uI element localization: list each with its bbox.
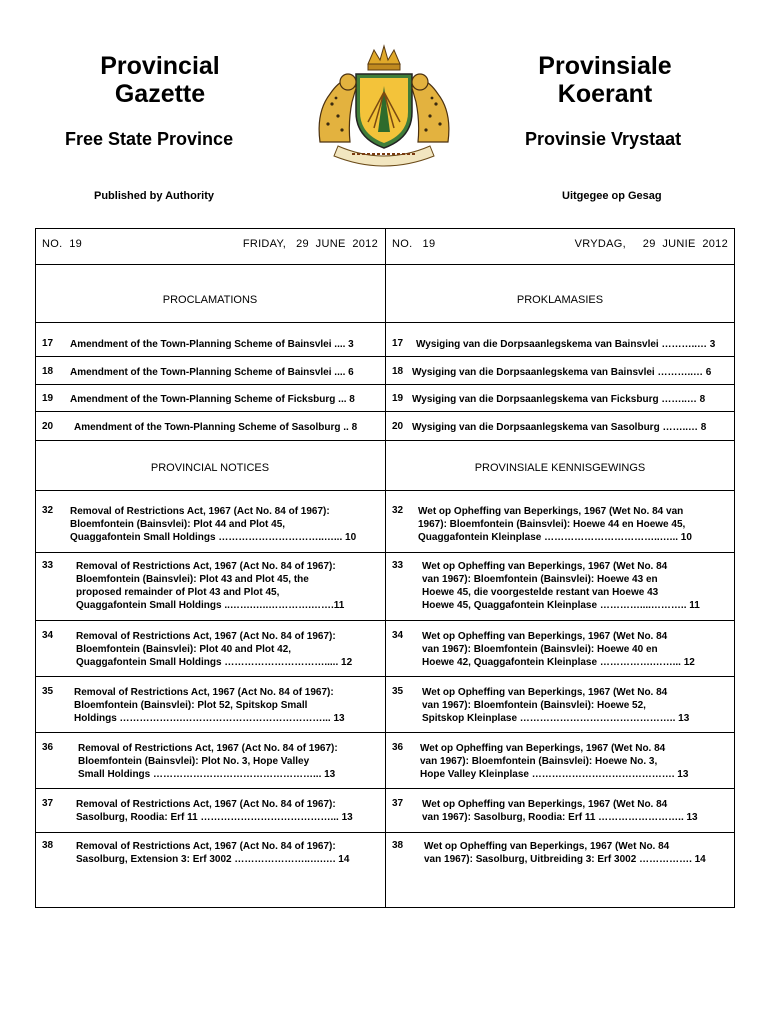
section-divider	[35, 440, 735, 441]
list-item: Removal of Restrictions Act, 1967 (Act No. 84 of 1967): Bloemfontein (Bainsvlei): Plot 43 and Plot 45, the proposed remainder of Plot 43 and Plot 45, Quaggafontein Small Holdings ..…….…..………….…….11	[76, 561, 345, 611]
section-heading-proklamasies: PROKLAMASIES	[516, 294, 604, 306]
list-item-number: 19	[392, 393, 404, 404]
list-item-number: 32	[42, 505, 54, 516]
list-item-number: 20	[392, 421, 404, 432]
row-divider	[35, 676, 735, 677]
list-item-number: 38	[392, 840, 404, 851]
list-item-number: 35	[42, 686, 54, 697]
list-item-number: 20	[42, 421, 54, 432]
list-item-number: 32	[392, 505, 404, 516]
section-heading-proclamations: PROCLAMATIONS	[162, 294, 258, 306]
list-item-number: 18	[392, 366, 404, 377]
list-item-number: 33	[392, 560, 404, 571]
list-item: Removal of Restrictions Act, 1967 (Act No. 84 of 1967): Bloemfontein (Bainsvlei): Plot 40 and Plot 42, Quaggafontein Small Holdings …………………………..... 12	[76, 631, 353, 668]
issue-divider	[35, 264, 735, 265]
list-item-number: 35	[392, 686, 404, 697]
list-item: Wet op Opheffing van Beperkings, 1967 (Wet No. 84 van 1967): Bloemfontein (Bainsvlei): Hoewe No. 3, Hope Valley Kleinplase ……………………………………. 13	[420, 743, 689, 780]
section-divider	[35, 322, 735, 323]
list-item: Wet op Opheffing van Beperkings, 1967 (Wet No. 84 van 1967): Bloemfontein (Bainsvlei): Hoewe 40 en Hoewe 42, Quaggafontein Kleinplase …………….……... 12	[422, 631, 695, 668]
list-item: Amendment of the Town-Planning Scheme of Sasolburg .. 8	[74, 422, 358, 433]
province-afrikaans: Provinsie Vrystaat	[525, 129, 682, 149]
row-divider	[35, 832, 735, 833]
issue-number-afrikaans	[392, 238, 435, 250]
list-item-number: 17	[42, 338, 54, 349]
list-item-number: 17	[392, 338, 404, 349]
row-divider	[35, 384, 735, 385]
issue-no-value: 19	[69, 238, 83, 250]
province-english: Free State Province	[65, 129, 234, 149]
row-divider	[35, 552, 735, 553]
issue-date-english: FRIDAY, 29 JUNE 2012	[242, 238, 378, 250]
list-item: Removal of Restrictions Act, 1967 (Act No. 84 of 1967): Bloemfontein (Bainsvlei): Plot 44 and Plot 45, Quaggafontein Small Holdings …………………………..…... 10	[70, 506, 357, 543]
uitgegee-op-gesag: Uitgegee op Gesag	[562, 190, 662, 202]
column-divider	[385, 228, 386, 908]
list-item: Wet op Opheffing van Beperkings, 1967 (Wet No. 84 van 1967): Sasolburg, Uitbreiding 3: Erf 3002 ……………. 14	[424, 841, 706, 865]
title-afrikaans: Provinsiale Koerant	[538, 52, 672, 108]
list-item-number: 37	[392, 798, 404, 809]
list-item: Wysiging van die Dorpsaanlegskema van Bainsvlei ………..… 6	[412, 367, 712, 378]
list-item: Amendment of the Town-Planning Scheme of Ficksburg ... 8	[70, 394, 355, 405]
list-item: Removal of Restrictions Act, 1967 (Act No. 84 of 1967): Sasolburg, Roodia: Erf 11 …………………………………... 13	[76, 799, 353, 823]
list-item: Wet op Opheffing van Beperkings, 1967 (Wet No. 84 van 1967): Sasolburg, Roodia: Erf 11 …………………….. 13	[422, 799, 698, 823]
issue-no-value: 19	[422, 238, 436, 250]
list-item-number: 18	[42, 366, 54, 377]
row-divider	[35, 411, 735, 412]
issue-no-label: NO.	[392, 238, 413, 250]
row-divider	[35, 732, 735, 733]
row-divider	[35, 620, 735, 621]
list-item: Removal of Restrictions Act, 1967 (Act No. 84 of 1967): Bloemfontein (Bainsvlei): Plot 52, Spitskop Small Holdings ……………….……………………………………... 13	[74, 687, 345, 724]
list-item: Removal of Restrictions Act, 1967 (Act No. 84 of 1967): Sasolburg, Extension 3: Erf 3002 …………………..….…. 14	[76, 841, 350, 865]
list-item-number: 37	[42, 798, 54, 809]
issue-no-label: NO.	[42, 238, 63, 250]
section-divider	[35, 490, 735, 491]
issue-date-afrikaans: VRYDAG, 29 JUNIE 2012	[574, 238, 728, 250]
list-item-number: 34	[392, 630, 404, 641]
list-item: Wet op Opheffing van Beperkings, 1967 (Wet No. 84 van 1967): Bloemfontein (Bainsvlei): Hoewe 43 en Hoewe 45, die voorgestelde restant van Hoewe 43 Hoewe 45, Quaggafontein Kleinplase …………....……….. 11	[422, 561, 700, 611]
row-divider	[35, 356, 735, 357]
list-item-number: 36	[42, 742, 54, 753]
list-item: Wysiging van die Dorpsaanlegskema van Bainsvlei ………..… 3	[416, 339, 716, 350]
list-item: Removal of Restrictions Act, 1967 (Act No. 84 of 1967): Bloemfontein (Bainsvlei): Plot No. 3, Hope Valley Small Holdings …………………………………………... 13	[78, 743, 338, 780]
list-item-number: 33	[42, 560, 54, 571]
list-item-number: 19	[42, 393, 54, 404]
section-heading-kennisgewings: PROVINSIALE KENNISGEWINGS	[474, 462, 646, 474]
list-item: Wet op Opheffing van Beperkings, 1967 (Wet No. 84 van 1967): Bloemfontein (Bainsvlei): Hoewe 44 en Hoewe 45, Quaggafontein Kleinplase ……………………………..…... 10	[418, 506, 692, 543]
list-item-number: 34	[42, 630, 54, 641]
list-item: Wysiging van die Dorpsaanlegskema van Sasolburg ……..… 8	[412, 422, 707, 433]
list-item: Wet op Opheffing van Beperkings, 1967 (Wet No. 84 van 1967): Bloemfontein (Bainsvlei): Hoewe 52, Spitskop Kleinplase ……………………………………….. 13	[422, 687, 690, 724]
section-heading-provincial-notices: PROVINCIAL NOTICES	[150, 462, 270, 474]
list-item-number: 38	[42, 840, 54, 851]
list-item: Amendment of the Town-Planning Scheme of Bainsvlei .... 3	[70, 339, 354, 350]
row-divider	[35, 788, 735, 789]
published-by-authority: Published by Authority	[94, 190, 214, 202]
list-item: Wysiging van die Dorpsaanlegskema van Ficksburg ……..… 8	[412, 394, 706, 405]
issue-number-english	[42, 238, 82, 250]
list-item-number: 36	[392, 742, 404, 753]
coat-of-arms-icon	[298, 42, 470, 174]
title-english: Provincial Gazette	[100, 52, 220, 108]
list-item: Amendment of the Town-Planning Scheme of Bainsvlei .... 6	[70, 367, 354, 378]
